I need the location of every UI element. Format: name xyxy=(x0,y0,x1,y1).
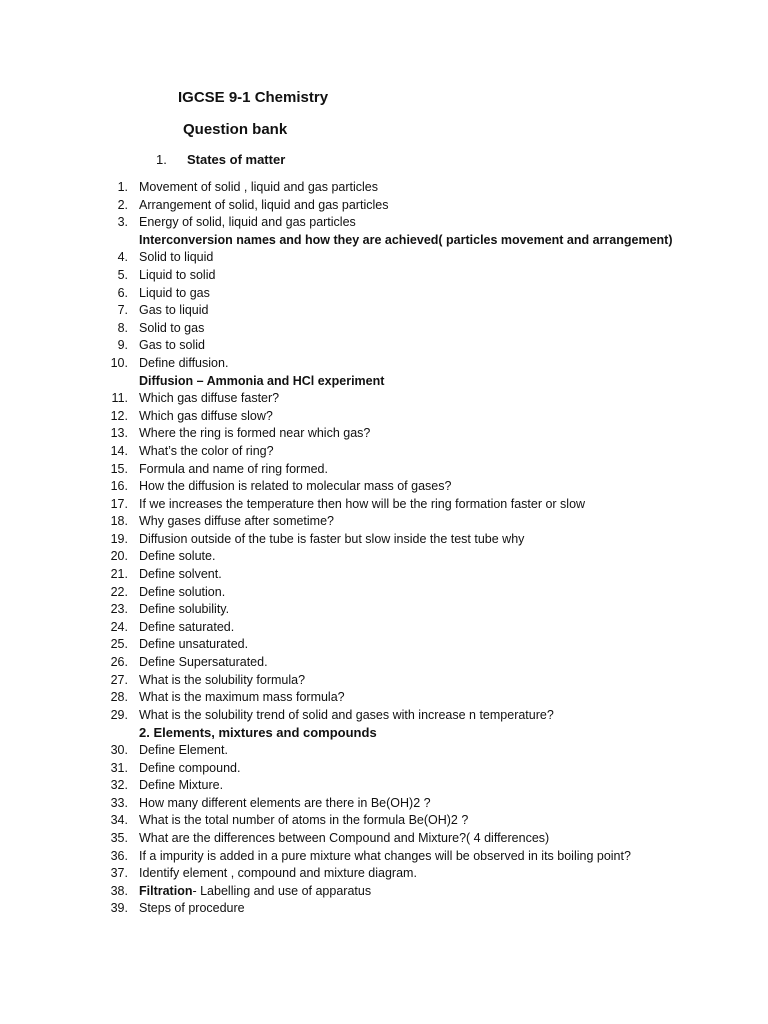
item-text: What is the solubility trend of solid and gases with increase n temperature? xyxy=(139,707,554,722)
item-number: 31. xyxy=(110,760,128,775)
item-number: 32. xyxy=(110,778,128,793)
list-item xyxy=(0,900,768,918)
section-label: States of matter xyxy=(187,152,286,167)
item-lead-text: Filtration xyxy=(139,883,193,898)
item-text: What’s the color of ring? xyxy=(139,443,274,458)
item-number: 20. xyxy=(110,549,128,564)
list-item xyxy=(0,848,768,866)
list-item xyxy=(0,689,768,707)
item-number: 29. xyxy=(110,707,128,722)
item-number: 4. xyxy=(117,250,128,265)
item-text: Formula and name of ring formed. xyxy=(139,461,328,476)
item-text: If a impurity is added in a pure mixture what changes will be observed in its boiling point? xyxy=(139,848,631,863)
item-number: 7. xyxy=(117,303,128,318)
list-item xyxy=(0,443,768,461)
item-number: 30. xyxy=(110,743,128,757)
list-item xyxy=(0,214,768,232)
item-text: Interconversion names and how they are achieved( particles movement and arrangement) xyxy=(139,232,673,247)
item-number: 27. xyxy=(110,672,128,687)
item-text: Diffusion – Ammonia and HCl experiment xyxy=(139,373,385,388)
item-number: 3. xyxy=(117,215,128,230)
item-text: What is the total number of atoms in the formula Be(OH)2 ? xyxy=(139,813,469,828)
section-number: 1. xyxy=(156,152,167,167)
list-item xyxy=(0,197,768,215)
subsection-heading xyxy=(0,373,768,391)
item-text: Arrangement of solid, liquid and gas particles xyxy=(139,197,389,212)
item-number: 13. xyxy=(110,426,128,441)
item-number: 23. xyxy=(110,602,128,617)
item-text: Define saturated. xyxy=(139,619,235,634)
item-text: Why gases diffuse after sometime? xyxy=(139,514,334,529)
list-item xyxy=(0,531,768,549)
item-number: 33. xyxy=(110,795,128,810)
item-number: 34. xyxy=(110,813,128,828)
list-item xyxy=(0,179,768,197)
list-item xyxy=(0,302,768,320)
item-number: 22. xyxy=(110,584,128,599)
item-number: 1. xyxy=(117,180,128,194)
list-item xyxy=(0,320,768,338)
item-text: How the diffusion is related to molecular mass of gases? xyxy=(139,479,452,494)
item-text: Define solution. xyxy=(139,584,226,599)
list-item xyxy=(0,636,768,654)
list-item xyxy=(0,584,768,602)
list-item xyxy=(0,865,768,883)
list-item xyxy=(0,249,768,267)
item-number: 6. xyxy=(117,285,128,300)
page-title: IGCSE 9-1 Chemistry xyxy=(178,89,329,106)
list-item xyxy=(0,777,768,795)
item-number: 8. xyxy=(117,320,128,335)
list-item xyxy=(0,408,768,426)
item-text: What is the solubility formula? xyxy=(139,672,306,687)
item-number: 9. xyxy=(117,338,128,353)
subsection-heading xyxy=(0,232,768,250)
list-item xyxy=(0,425,768,443)
item-text: What is the maximum mass formula? xyxy=(139,690,345,705)
item-text xyxy=(139,883,371,901)
item-text: Which gas diffuse slow? xyxy=(139,408,273,423)
item-text: Steps of procedure xyxy=(139,901,245,916)
item-number: 28. xyxy=(110,690,128,705)
list-item xyxy=(0,672,768,690)
item-number: 17. xyxy=(110,496,128,511)
item-number: 18. xyxy=(110,514,128,529)
item-number: 36. xyxy=(110,848,128,863)
item-number: 15. xyxy=(110,461,128,476)
item-text: Movement of solid , liquid and gas particles xyxy=(139,180,379,194)
item-text: Where the ring is formed near which gas? xyxy=(139,426,371,441)
item-number: 2. xyxy=(117,197,128,212)
item-number: 12. xyxy=(110,408,128,423)
item-number: 11. xyxy=(111,391,128,406)
item-text: Which gas diffuse faster? xyxy=(139,391,280,406)
item-number: 16. xyxy=(110,479,128,494)
item-text: Gas to liquid xyxy=(139,303,209,318)
item-number: 5. xyxy=(117,267,128,282)
item-text: Define diffusion. xyxy=(139,355,229,370)
list-item xyxy=(0,795,768,813)
item-text: How many different elements are there in Be(OH)2 ? xyxy=(139,795,431,810)
item-text: Define Mixture. xyxy=(139,778,224,793)
item-text: Identify element , compound and mixture diagram. xyxy=(139,866,417,881)
item-number: 24. xyxy=(110,619,128,634)
item-number: 21. xyxy=(110,567,128,582)
item-text: Define solute. xyxy=(139,549,216,564)
list-item xyxy=(0,285,768,303)
subsection-heading xyxy=(0,724,768,742)
item-text: Solid to liquid xyxy=(139,250,214,265)
list-item xyxy=(0,760,768,778)
item-text: 2. Elements, mixtures and compounds xyxy=(139,725,377,741)
item-number: 10. xyxy=(110,355,128,370)
item-text: If we increases the temperature then how will be the ring formation faster or slow xyxy=(139,496,586,511)
list-item xyxy=(0,566,768,584)
list-item xyxy=(0,390,768,408)
item-text: Diffusion outside of the tube is faster but slow inside the test tube why xyxy=(139,531,525,546)
list-item xyxy=(0,461,768,479)
list-item xyxy=(0,337,768,355)
item-number: 19. xyxy=(110,531,128,546)
list-item xyxy=(0,496,768,514)
item-text: Energy of solid, liquid and gas particles xyxy=(139,215,356,230)
list-item xyxy=(0,883,768,901)
item-text: What are the differences between Compound and Mixture?( 4 differences) xyxy=(139,830,550,845)
list-item xyxy=(0,619,768,637)
list-item xyxy=(0,830,768,848)
item-text: Define solvent. xyxy=(139,567,222,582)
item-number: 14. xyxy=(110,443,128,458)
item-number: 35. xyxy=(110,830,128,845)
list-item xyxy=(0,513,768,531)
item-text: Solid to gas xyxy=(139,320,205,335)
list-item xyxy=(0,707,768,725)
item-text: Define unsaturated. xyxy=(139,637,249,652)
item-text: Define Supersaturated. xyxy=(139,655,268,670)
item-rest-text: - Labelling and use of apparatus xyxy=(192,883,372,898)
item-text: Define solubility. xyxy=(139,602,230,617)
item-number: 26. xyxy=(110,655,128,670)
list-item xyxy=(0,355,768,373)
question-list xyxy=(0,179,768,918)
item-number: 39. xyxy=(110,901,128,916)
item-number: 38. xyxy=(110,883,128,898)
item-text: Liquid to gas xyxy=(139,285,210,300)
list-item xyxy=(0,742,768,760)
item-number: 25. xyxy=(110,637,128,652)
item-text: Liquid to solid xyxy=(139,267,216,282)
list-item xyxy=(0,812,768,830)
list-item xyxy=(0,478,768,496)
page-subtitle: Question bank xyxy=(183,121,288,138)
item-number: 37. xyxy=(110,866,128,881)
item-text: Define compound. xyxy=(139,760,241,775)
list-item xyxy=(0,267,768,285)
list-item xyxy=(0,601,768,619)
item-text: Define Element. xyxy=(139,743,228,757)
list-item xyxy=(0,654,768,672)
item-text: Gas to solid xyxy=(139,338,206,353)
list-item xyxy=(0,548,768,566)
